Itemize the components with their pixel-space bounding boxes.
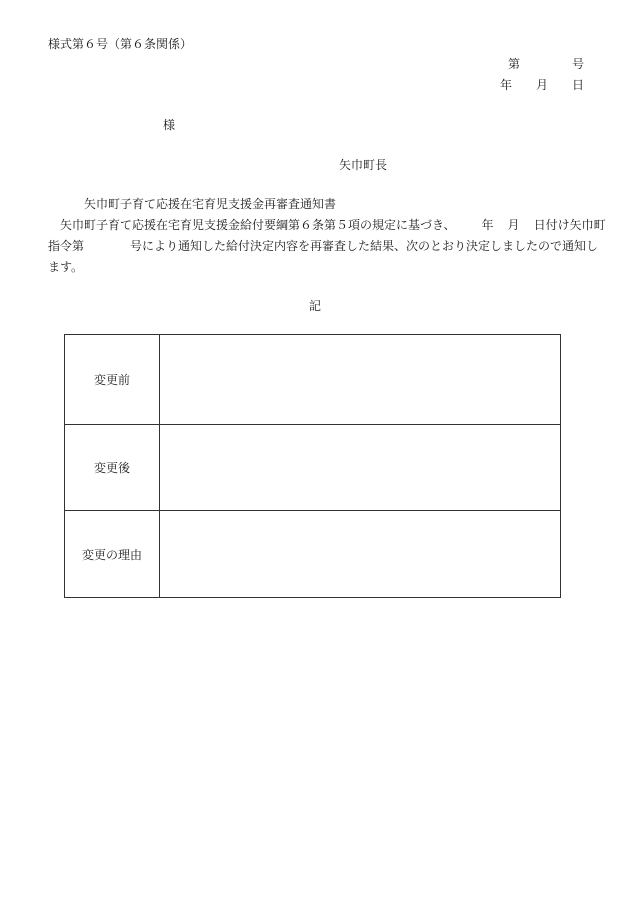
- document-number-suffix: 号: [571, 57, 584, 71]
- date-row: [500, 77, 584, 93]
- date-month-label: 月: [535, 78, 548, 92]
- change-reason-value: [160, 511, 561, 598]
- body-line2-prefix: 指令第: [48, 239, 85, 253]
- table-row-before: [65, 335, 561, 425]
- body-line1-text: 矢巾町子育て応援在宅育児支援金給付要綱第６条第５項の規定に基づき、: [60, 218, 456, 232]
- body-paragraph: [48, 215, 606, 278]
- after-change-label: 変更後: [65, 425, 160, 511]
- date-day-label: 日: [571, 78, 584, 92]
- ki-marker: 記: [309, 299, 322, 313]
- issuer-name: 矢巾町長: [339, 158, 388, 172]
- table-row-reason: [65, 511, 561, 598]
- before-change-label: 変更前: [65, 335, 160, 425]
- change-reason-label: 変更の理由: [65, 511, 160, 598]
- document-title: 矢巾町子育て応援在宅育児支援金再審査通知書: [84, 197, 337, 211]
- before-change-value: [160, 335, 561, 425]
- addressee-suffix: 様: [163, 118, 176, 132]
- body-line2-text: 号により通知した給付決定内容を再審査した結果、次のとおり決定しましたので通知し: [130, 239, 599, 253]
- form-number: 様式第６号（第６条関係）: [48, 37, 193, 51]
- body-line1-month: 月: [507, 218, 520, 232]
- date-year-label: 年: [499, 78, 512, 92]
- table-row-after: [65, 425, 561, 511]
- body-line1-year: 年: [481, 218, 494, 232]
- document-number-row: [508, 56, 584, 72]
- body-line3: ます。: [48, 260, 84, 274]
- after-change-value: [160, 425, 561, 511]
- body-line1-date-suffix: 日付け矢巾町: [533, 218, 606, 232]
- document-number-prefix: 第: [507, 57, 520, 71]
- change-detail-table: [64, 334, 561, 598]
